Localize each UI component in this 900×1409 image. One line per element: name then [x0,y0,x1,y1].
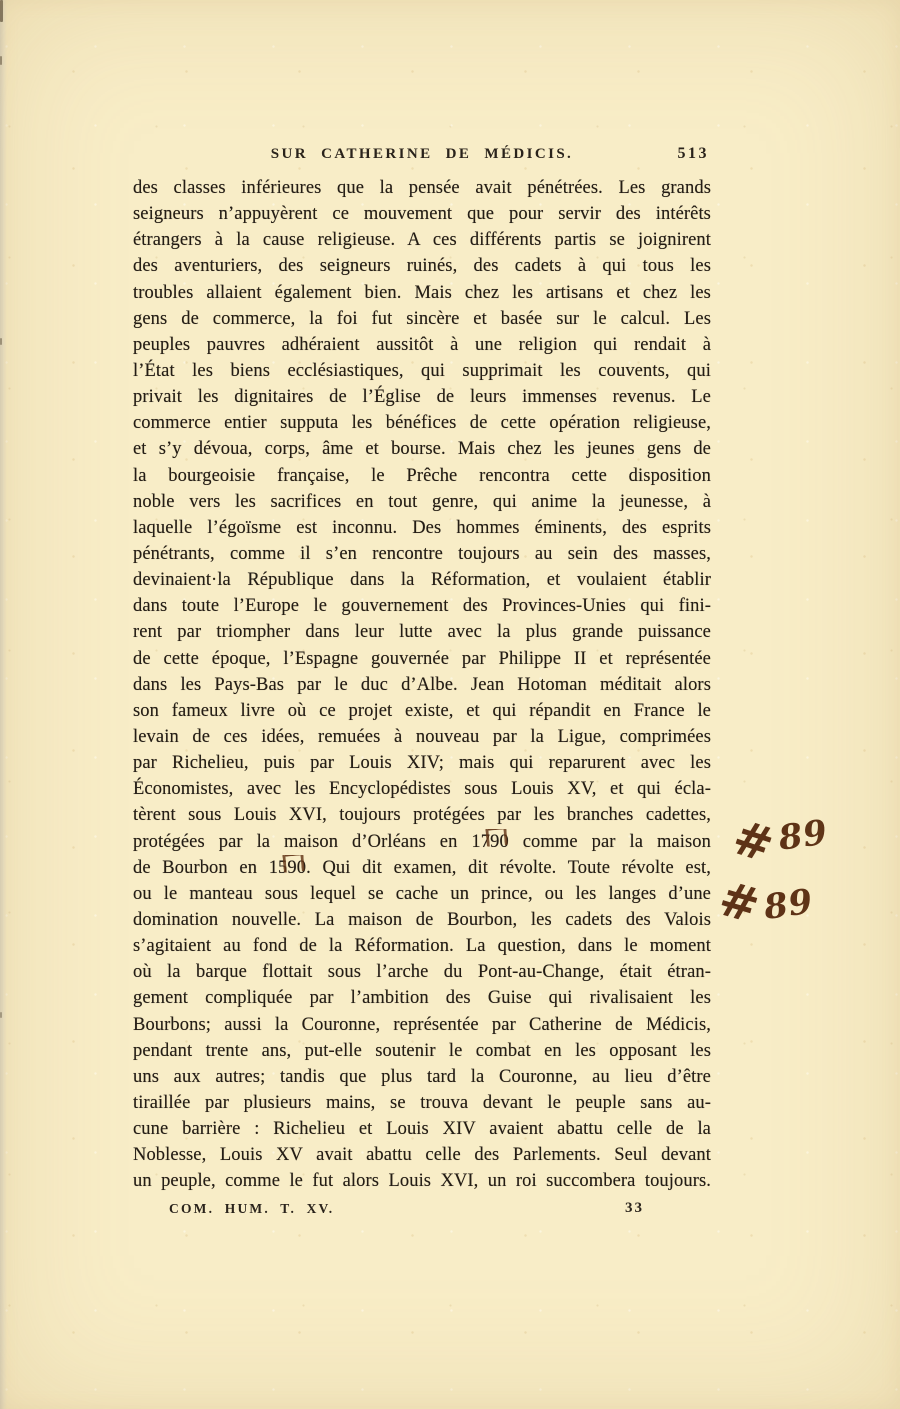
text-line: ou le manteau sous lequel se cache un prince, ou les langes d’une [133,883,711,904]
text-line: étrangers à la cause religieuse. A ces différents partis se joignirent [133,230,711,251]
scan-speck [0,1012,2,1018]
text-line: de Bourbon en 1590. Qui dit examen, dit révolte. Toute révolte est, [133,855,711,881]
handwritten-margin-annotation [712,869,816,935]
text-line: laquelle l’égoïsme est inconnu. Des hommes éminents, des esprits [133,517,711,538]
text-line: pénétrants, comme il s’en rencontre toujours au sein des masses, [133,543,711,564]
scan-speck [0,338,2,345]
text-line: par Richelieu, puis par Louis XIV; mais qui reparurent avec les [133,753,711,774]
text-line: noble vers les sacrifices en tout genre, qui anime la jeunesse, à [133,491,711,512]
text-line: de cette époque, l’Espagne gouvernée par Philippe II et représentée [133,648,711,669]
text-line: l’État les biens ecclésiastiques, qui supprimait les couvents, qui [133,360,711,381]
text-line: Bourbons; aussi la Couronne, représentée par Catherine de Médicis, [133,1014,711,1035]
page-number: 513 [677,145,709,162]
text-line: Économistes, avec les Encyclopédistes sous Louis XV, et qui écla- [133,779,711,800]
running-title: SUR CATHERINE DE MÉDICIS. [270,146,574,162]
annotation-number: 89 [760,881,816,928]
text-line: Noblesse, Louis XV avait abattu celle des Parlements. Seul devant [133,1145,711,1166]
text-line: la bourgeoisie française, le Prêche rencontra cette disposition [133,465,711,486]
text-line: devinaient·la République dans la Réformation, et voulaient établir [133,570,711,591]
page-header [133,146,711,168]
text-line: peuples pauvres adhéraient aussitôt à une religion qui rendait à [133,334,711,355]
text-line: des classes inférieures que la pensée avait pénétrées. Les grands [133,178,711,198]
text-line: et s’y dévoua, corps, âme et bourse. Mais chez les jeunes gens de [133,439,711,460]
text-line: où la barque flottait sous l’arche du Pont-au-Change, était étran- [133,962,711,983]
text-line: tèrent sous Louis XVI, toujours protégées par les branches cadettes, [133,805,711,826]
text-line: gens de commerce, la foi fut sincère et basée sur le calcul. Les [133,308,711,329]
text-line: cune barrière : Richelieu et Louis XIV avaient abattu celle de la [133,1119,711,1140]
scan-speck [0,0,3,22]
text-line: uns aux autres; tandis que plus tard la Couronne, au lieu d’être [133,1066,711,1087]
ink-correction-mark: 90 [490,829,509,855]
text-line: gement compliquée par l’ambition des Guise qui rivalisaient les [133,988,711,1009]
text-line: protégées par la maison d’Orléans en 1790 comme par la maison [133,829,711,855]
page-footer [133,1201,711,1223]
text-line: troubles allaient également bien. Mais chez les artisans et chez les [133,282,711,303]
text-line: commerce entier supputa les bénéfices de cette opération religieuse, [133,413,711,434]
scan-speck [0,56,2,65]
text-line: dans les Pays-Bas par le duc d’Albe. Jean Hotoman méditait alors [133,674,711,695]
scan-edge-left [0,0,7,1409]
hash-glyph: # [712,869,766,935]
ink-correction-mark: 90 [287,855,306,881]
text-line: levain de ces idées, remuées à nouveau par la Ligue, comprimées [133,726,711,747]
body-text-block [133,175,711,1194]
text-line: seigneurs n’appuyèrent ce mouvement que pour servir des intérêts [133,204,711,225]
text-line: dans toute l’Europe le gouvernement des Provinces-Unies qui fini- [133,596,711,617]
text-line: s’agitaient au fond de la Réformation. La question, dans le moment [133,936,711,957]
text-line: son fameux livre où ce projet existe, et qui répandit en France le [133,700,711,721]
annotation-number: 89 [775,812,830,859]
text-line: privait les dignitaires de l’Église de leurs immenses revenus. Le [133,387,711,408]
printer-signature: COM. HUM. T. XV. [169,1201,335,1216]
text-line: tiraillée par plusieurs mains, se trouva devant le peuple sans au- [133,1092,711,1113]
text-line: des aventuriers, des seigneurs ruinés, des cadets à qui tous les [133,256,711,277]
hash-glyph: # [726,808,781,875]
handwritten-margin-annotation [726,808,830,875]
text-line: un peuple, comme le fut alors Louis XVI, un roi succombera toujours. [133,1171,711,1192]
text-line: pendant trente ans, put-elle soutenir le combat en les opposant les [133,1040,711,1061]
sheet-number: 33 [625,1200,644,1216]
text-line: domination nouvelle. La maison de Bourbon, les cadets des Valois [133,909,711,930]
text-line: rent par triompher dans leur lutte avec la plus grande puissance [133,622,711,643]
